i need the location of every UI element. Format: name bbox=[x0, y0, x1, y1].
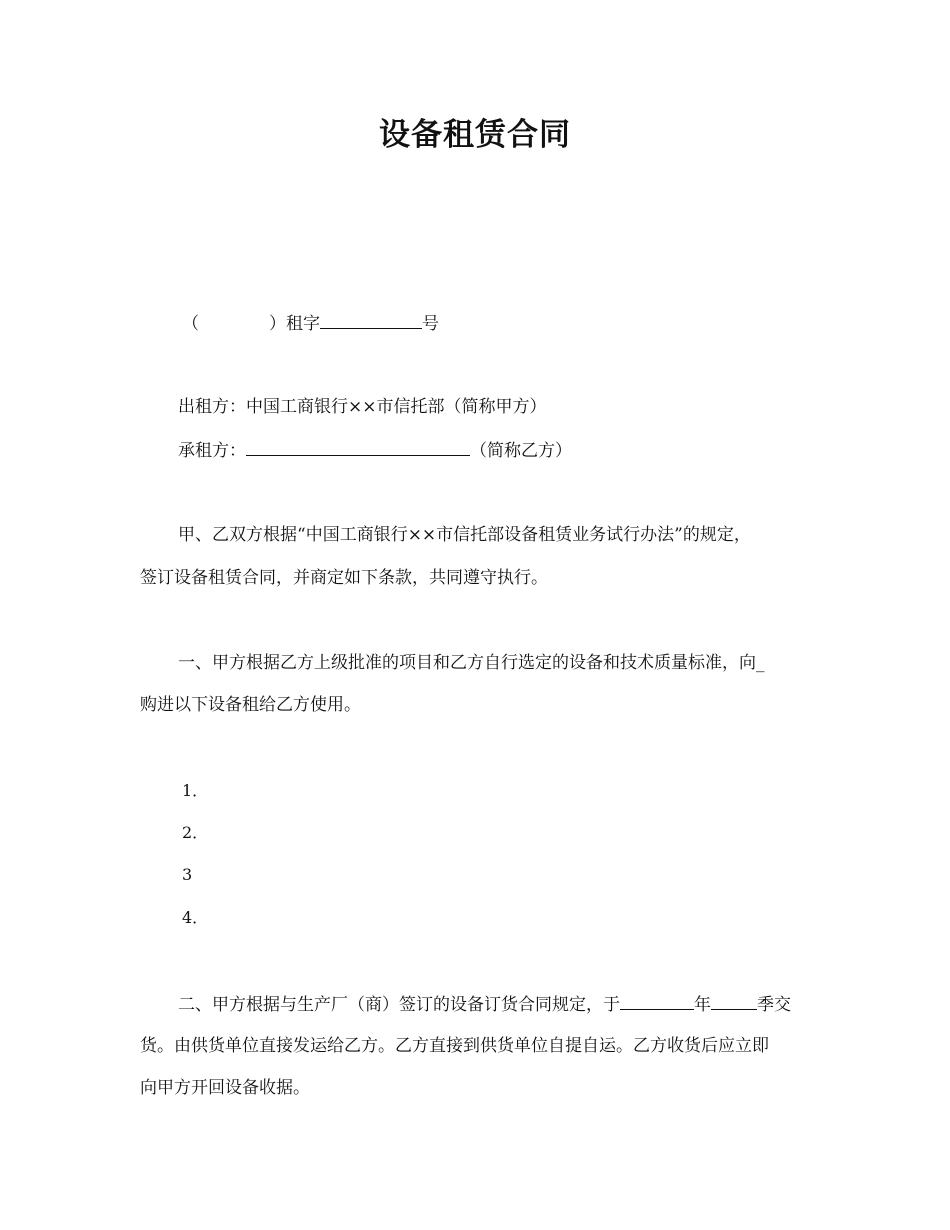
contract-number-suffix: 号 bbox=[422, 314, 439, 334]
clause-1-line-1: 一、甲方根据乙方上级批准的项目和乙方自行选定的设备和技术质量标准，向_ bbox=[178, 653, 765, 673]
year-label: 年 bbox=[694, 995, 711, 1015]
season-label: 季交 bbox=[757, 995, 791, 1015]
lessee-line bbox=[140, 438, 853, 462]
preamble-line-1: 甲、乙双方根据“中国工商银行××市信托部设备租赁业务试行办法”的规定， bbox=[178, 525, 751, 545]
equipment-item-4: 4． bbox=[182, 908, 209, 927]
clause-2-line-2: 货。由供货单位直接发运给乙方。乙方直接到供货单位自提自运。乙方收货后应立即 bbox=[140, 1036, 769, 1056]
document-title: 设备租赁合同 bbox=[379, 117, 571, 153]
lessee-label: 承租方： bbox=[178, 441, 246, 461]
delivery-year-blank bbox=[620, 992, 694, 1010]
equipment-item-3: 3 bbox=[182, 865, 193, 884]
lessee-suffix: （简称乙方） bbox=[470, 441, 572, 461]
delivery-season-blank bbox=[711, 992, 757, 1010]
lessor-line: 出租方：中国工商银行××市信托部（简称甲方） bbox=[178, 397, 547, 417]
lessee-name-blank bbox=[246, 438, 470, 456]
preamble-line-2: 签订设备租赁合同，并商定如下条款，共同遵守执行。 bbox=[140, 568, 548, 588]
clause-1-line-2: 购进以下设备租给乙方使用。 bbox=[140, 695, 361, 715]
equipment-item-2: 2． bbox=[182, 823, 209, 842]
equipment-item-1: 1． bbox=[182, 781, 209, 800]
clause-2-line-3: 向甲方开回设备收据。 bbox=[140, 1078, 310, 1098]
contract-number-blank bbox=[320, 311, 422, 329]
clause-2-prefix: 二、甲方根据与生产厂（商）签订的设备订货合同规定，于 bbox=[178, 995, 620, 1015]
contract-number-line bbox=[182, 311, 857, 335]
contract-prefix-label: ）租字 bbox=[269, 314, 320, 334]
clause-2-line-1 bbox=[140, 992, 853, 1016]
contract-open-paren: （ bbox=[182, 314, 199, 334]
